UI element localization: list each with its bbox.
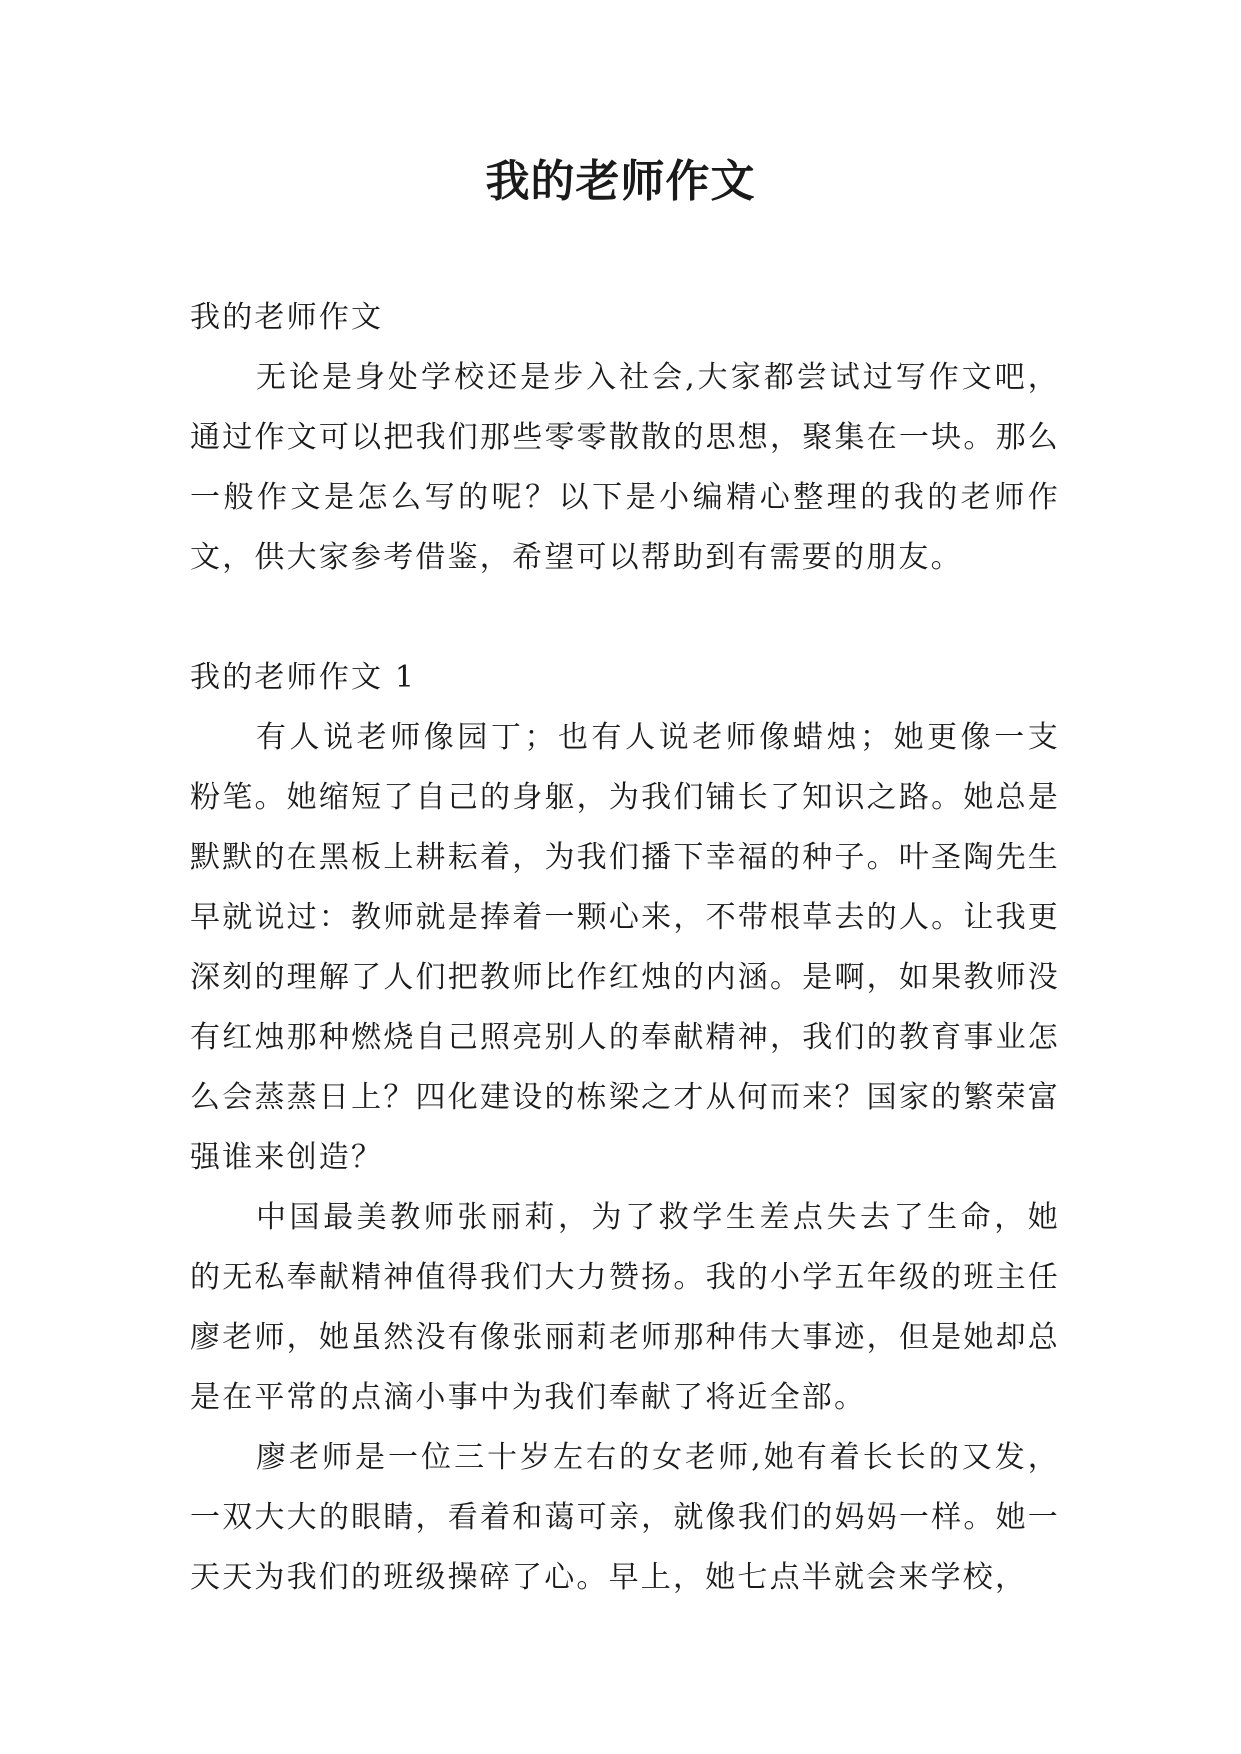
body-paragraph: 中国最美教师张丽莉，为了救学生差点失去了生命，她的无私奉献精神值得我们大力赞扬。我的小学五年级的班主任廖老师，她虽然没有像张丽莉老师那种伟大事迹，但是她却总是在平常的点滴小事中为我们奉献了将近全部。	[190, 1200, 1060, 1415]
document-body	[190, 288, 1060, 1608]
body-paragraph: 廖老师是一位三十岁左右的女老师,她有着长长的又发，一双大大的眼睛，看着和蔼可亲，就像我们的妈妈一样。她一天天为我们的班级操碎了心。早上，她七点半就会来学校，	[190, 1440, 1060, 1595]
document-title: 我的老师作文	[485, 156, 756, 207]
body-paragraph: 有人说老师像园丁；也有人说老师像蜡烛；她更像一支粉笔。她缩短了自己的身躯，为我们铺长了知识之路。她总是默默的在黑板上耕耘着，为我们播下幸福的种子。叶圣陶先生早就说过：教师就是捧着一颗心来，不带根草去的人。让我更深刻的理解了人们把教师比作红烛的内涵。是啊，如果教师没有红烛那种燃烧自己照亮别人的奉献精神，我们的教育事业怎么会蒸蒸日上？四化建设的栋梁之才从何而来？国家的繁荣富强谁来创造？	[190, 720, 1060, 1175]
section-spacer	[190, 588, 1060, 648]
section-heading: 我的老师作文 1	[190, 660, 417, 695]
intro-heading: 我的老师作文	[190, 300, 384, 335]
intro-paragraph: 无论是身处学校还是步入社会,大家都尝试过写作文吧，通过作文可以把我们那些零零散散的思想，聚集在一块。那么一般作文是怎么写的呢？以下是小编精心整理的我的老师作文，供大家参考借鉴，希望可以帮助到有需要的朋友。	[190, 360, 1060, 575]
